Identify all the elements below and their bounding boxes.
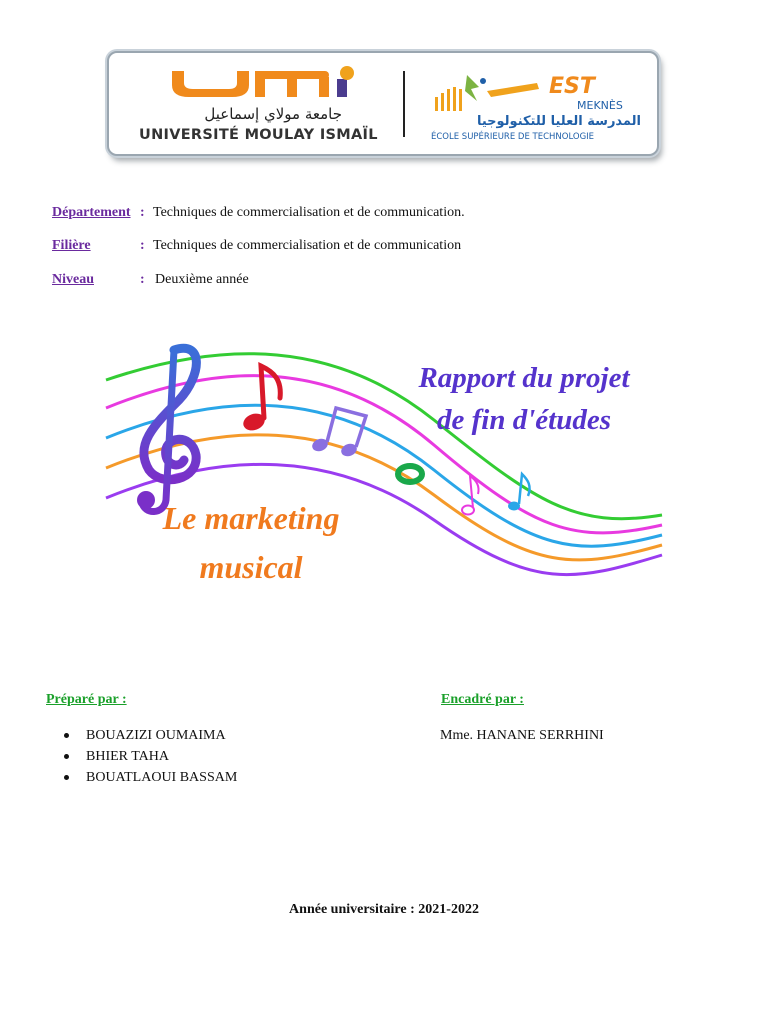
treble-clef-icon	[137, 348, 196, 511]
niveau-label: Niveau	[52, 272, 94, 287]
logo-divider	[403, 71, 405, 137]
supervisor-name: Mme. HANANE SERRHINI	[440, 728, 604, 743]
est-city: MEKNÈS	[577, 99, 623, 112]
umi-latin-name: UNIVERSITÉ MOULAY ISMAÏL	[139, 127, 378, 143]
filiere-label: Filière	[52, 238, 91, 253]
departement-label: Département	[52, 205, 131, 220]
academic-year-value: 2021-2022	[418, 902, 479, 917]
header-logo-box	[107, 51, 659, 156]
est-latin-name: ÉCOLE SUPÉRIEURE DE TECHNOLOGIE	[431, 132, 595, 142]
niveau-colon: :	[140, 272, 145, 287]
banner-title-line1: Rapport du projet	[418, 362, 630, 394]
staff-line-orange	[106, 435, 662, 560]
departement-colon: :	[140, 205, 145, 220]
umi-arabic-name: جامعة مولاي إسماعيل	[204, 105, 342, 123]
purple-double-note-icon	[310, 408, 366, 458]
student-item: BOUATLAOUI BASSAM	[64, 769, 237, 790]
filiere-colon: :	[140, 238, 145, 253]
umi-logo	[137, 65, 387, 145]
music-banner	[104, 330, 664, 602]
est-acronym: EST	[549, 74, 595, 99]
prepared-by-label: Préparé par :	[46, 692, 127, 707]
est-logo	[427, 67, 647, 145]
est-arabic-name: المدرسة العليا للتكنولوجيا	[476, 114, 641, 129]
students-list	[64, 727, 237, 790]
supervised-by-label: Encadré par :	[441, 692, 524, 707]
academic-year-label: Année universitaire :	[289, 902, 419, 917]
departement-value: Techniques de commercialisation et de communication.	[153, 205, 465, 220]
student-item: BOUAZIZI OUMAIMA	[64, 727, 237, 748]
filiere-value: Techniques de commercialisation et de communication	[153, 238, 462, 253]
banner-subtitle-line2: musical	[199, 549, 303, 585]
banner-title-line2: de fin d'études	[437, 404, 611, 436]
niveau-value: Deuxième année	[155, 272, 249, 287]
student-item: BHIER TAHA	[64, 748, 237, 769]
banner-subtitle-line1: Le marketing	[162, 500, 340, 536]
academic-year	[0, 902, 768, 918]
